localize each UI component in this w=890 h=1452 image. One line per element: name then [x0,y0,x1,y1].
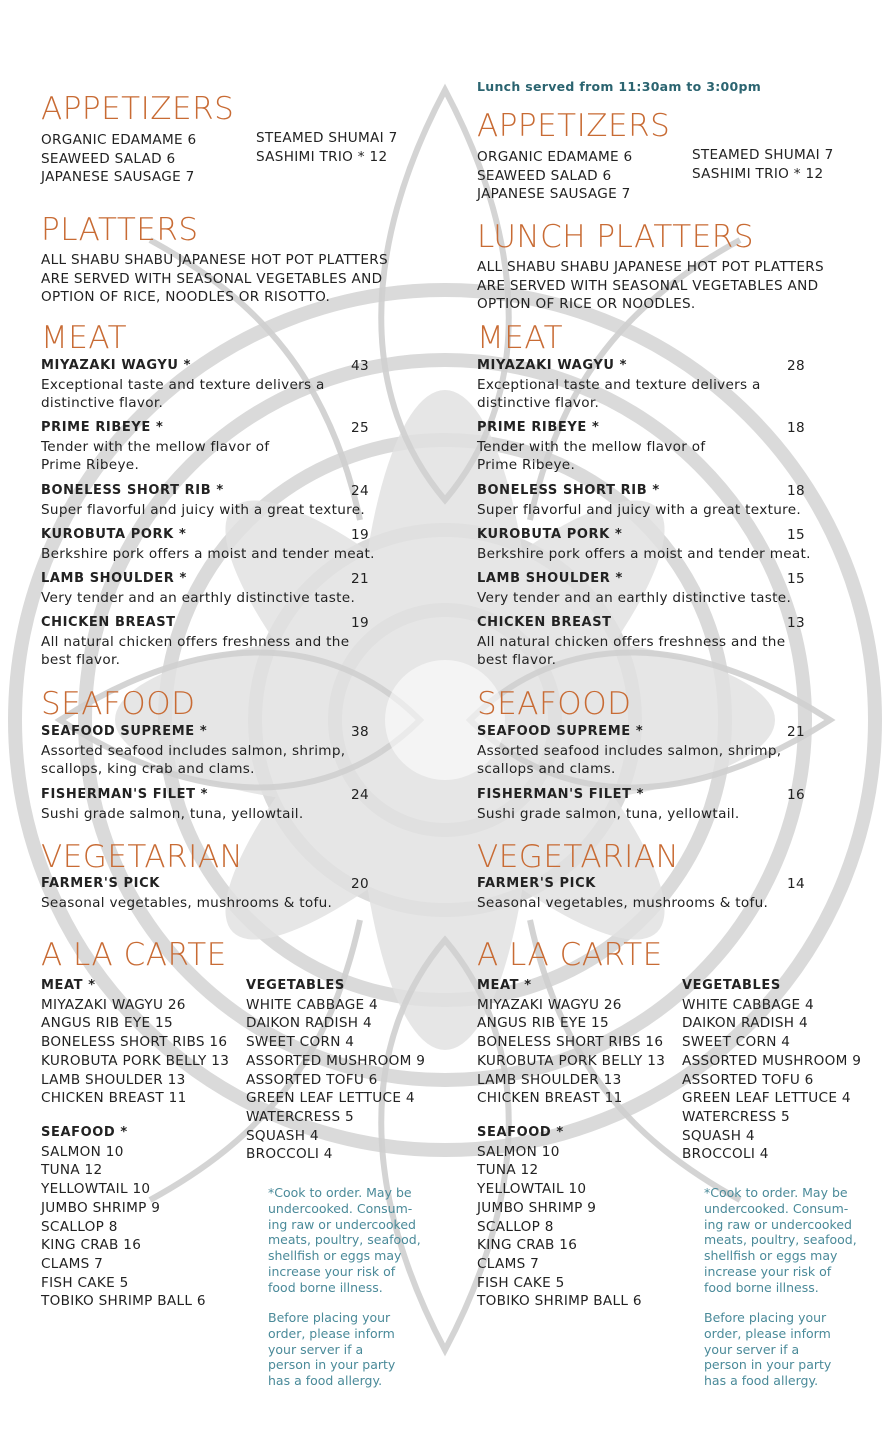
alacarte-item: KUROBUTA PORK BELLY 13 [41,1052,230,1069]
item-price: 43 [351,358,369,374]
alacarte-item: SQUASH 4 [246,1127,319,1144]
alacarte-item: CHICKEN BREAST 11 [477,1090,623,1107]
meat-items [41,357,441,674]
item-desc: Assorted seafood includes salmon, shrimp, [477,742,782,759]
item-name: CHICKEN BREAST [477,615,612,630]
item-name: FARMER'S PICK [41,876,160,891]
seafood-items [477,723,877,830]
item-desc: Super flavorful and juicy with a great texture. [41,501,365,518]
lunch-hours: Lunch served from 11:30am to 3:00pm [477,79,762,94]
alacarte-item: CLAMS 7 [41,1255,104,1272]
appetizers-list-2 [692,146,834,183]
alacarte-item: BROCCOLI 4 [246,1146,333,1163]
menu-item [477,526,877,570]
appetizer-item: SASHIMI TRIO * 12 [256,148,388,165]
menu-item [41,786,441,830]
item-price: 21 [351,571,369,587]
alacarte-item: ANGUS RIB EYE 15 [41,1015,173,1032]
note-line: ing raw or undercooked [704,1216,852,1232]
note-line: food borne illness. [704,1279,819,1295]
alacarte-item: BONELESS SHORT RIBS 16 [41,1034,228,1051]
note-line: Before placing your [704,1310,827,1325]
item-price: 18 [787,483,805,499]
menu-item [477,570,877,614]
alacarte-item: LAMB SHOULDER 13 [41,1071,186,1088]
note-line: Before placing your [268,1310,391,1325]
note-line: increase your risk of [704,1263,832,1279]
menu-item [41,723,441,786]
appetizer-item: ORGANIC EDAMAME 6 [41,132,197,148]
item-name: BONELESS SHORT RIB * [41,483,224,498]
allergy-note [268,1310,395,1389]
appetizers-list [477,148,633,204]
note-line: *Cook to order. May be [268,1185,412,1200]
appetizer-item: ORGANIC EDAMAME 6 [477,149,633,165]
note-line: increase your risk of [268,1263,396,1279]
alacarte-item: LAMB SHOULDER 13 [477,1071,622,1088]
alacarte-title: A LA CARTE [41,937,227,973]
vegetarian-items [477,875,877,919]
item-desc: best flavor. [477,652,557,669]
item-desc: Seasonal vegetables, mushrooms & tofu. [41,894,333,911]
vegetarian-title: VEGETARIAN [477,839,680,875]
note-line: order, please inform [704,1325,831,1341]
alacarte-item: JUMBO SHRIMP 9 [477,1199,597,1216]
item-desc: Exceptional taste and texture delivers a [477,376,761,393]
note-line: shellfish or eggs may [268,1248,402,1264]
item-price: 28 [787,358,805,374]
alacarte-vegetables [246,977,425,1164]
menu-item [477,723,877,786]
note-line: food borne illness. [268,1279,383,1295]
note-line: person in your party [268,1357,396,1373]
menu-item [477,786,877,830]
platters-desc-line: ALL SHABU SHABU JAPANESE HOT POT PLATTERS [41,252,388,268]
item-desc: Very tender and an earthly distinctive taste. [477,589,792,606]
item-desc: Super flavorful and juicy with a great texture. [477,501,801,518]
note-line: person in your party [704,1357,832,1373]
alacarte-item: MIYAZAKI WAGYU 26 [477,996,622,1013]
meat-items [477,357,877,674]
alacarte-item: ASSORTED TOFU 6 [682,1071,814,1088]
alacarte-veg-heading: VEGETABLES [246,978,345,993]
meat-title: MEAT [477,320,564,356]
item-price: 21 [787,724,805,740]
item-name: MIYAZAKI WAGYU * [477,358,628,373]
alacarte-item: WATERCRESS 5 [682,1108,790,1125]
meat-title: MEAT [41,320,128,356]
item-price: 19 [351,615,369,631]
item-desc: All natural chicken offers freshness and the [477,633,786,650]
alacarte-item: MIYAZAKI WAGYU 26 [41,996,186,1013]
lunch-menu [477,0,890,1452]
platters-title: LUNCH PLATTERS [477,219,755,255]
alacarte-item: DAIKON RADISH 4 [246,1015,372,1032]
alacarte-item: KUROBUTA PORK BELLY 13 [477,1052,666,1069]
item-desc: Very tender and an earthly distinctive taste. [41,589,356,606]
item-desc: Sushi grade salmon, tuna, yellowtail. [477,805,740,822]
note-line: undercooked. Consum- [268,1200,413,1216]
alacarte-meat [41,977,229,1108]
alacarte-item: ANGUS RIB EYE 15 [477,1015,609,1032]
alacarte-item: JUMBO SHRIMP 9 [41,1199,161,1216]
item-desc: Prime Ribeye. [477,457,576,474]
alacarte-item: SQUASH 4 [682,1127,755,1144]
menu-item [477,419,877,482]
item-desc: Berkshire pork offers a moist and tender meat. [41,545,375,562]
alacarte-item: SCALLOP 8 [41,1218,118,1235]
appetizer-item: STEAMED SHUMAI 7 [692,147,834,163]
item-price: 24 [351,483,369,499]
appetizers-title: APPETIZERS [477,108,671,144]
note-line: meats, poultry, seafood, [704,1232,857,1248]
platters-description [477,258,824,314]
note-line: meats, poultry, seafood, [268,1232,421,1248]
note-line: shellfish or eggs may [704,1248,838,1264]
alacarte-veg-heading: VEGETABLES [682,978,781,993]
alacarte-item: KING CRAB 16 [41,1237,142,1254]
allergy-note [704,1310,831,1389]
seafood-title: SEAFOOD [41,686,196,722]
note-line: undercooked. Consum- [704,1200,849,1216]
alacarte-meat [477,977,665,1108]
note-line: *Cook to order. May be [704,1185,848,1200]
platters-description [41,251,388,307]
alacarte-item: GREEN LEAF LETTUCE 4 [682,1090,851,1107]
item-name: BONELESS SHORT RIB * [477,483,660,498]
item-desc: Berkshire pork offers a moist and tender meat. [477,545,811,562]
menu-item [41,570,441,614]
item-desc: Prime Ribeye. [41,457,140,474]
item-desc: Tender with the mellow flavor of [41,438,270,455]
item-name: FARMER'S PICK [477,876,596,891]
item-desc: Seasonal vegetables, mushrooms & tofu. [477,894,769,911]
item-price: 15 [787,527,805,543]
alacarte-item: TOBIKO SHRIMP BALL 6 [41,1293,206,1310]
dinner-menu [41,0,461,1452]
alacarte-item: SWEET CORN 4 [682,1034,791,1051]
item-name: SEAFOOD SUPREME * [477,724,644,739]
platters-desc-line: ALL SHABU SHABU JAPANESE HOT POT PLATTERS [477,259,824,275]
note-line: your server if a [268,1341,364,1357]
alacarte-item: SALMON 10 [477,1143,560,1160]
appetizer-item: SASHIMI TRIO * 12 [692,165,824,182]
menu-item [477,875,877,919]
item-price: 16 [787,787,805,803]
item-desc: scallops, king crab and clams. [41,761,255,778]
item-price: 25 [351,420,369,436]
item-name: LAMB SHOULDER * [41,571,187,586]
alacarte-title: A LA CARTE [477,937,663,973]
item-name: CHICKEN BREAST [41,615,176,630]
alacarte-item: SALMON 10 [41,1143,124,1160]
alacarte-item: DAIKON RADISH 4 [682,1015,808,1032]
vegetarian-title: VEGETARIAN [41,839,244,875]
alacarte-seafood-heading: SEAFOOD * [41,1125,128,1140]
item-price: 13 [787,615,805,631]
platters-title: PLATTERS [41,212,199,248]
platters-desc-line: ARE SERVED WITH SEASONAL VEGETABLES AND [41,270,383,287]
appetizers-list [41,131,197,187]
alacarte-item: WHITE CABBAGE 4 [246,996,378,1013]
item-desc: scallops and clams. [477,761,616,778]
item-name: PRIME RIBEYE * [41,420,164,435]
appetizers-title: APPETIZERS [41,91,235,127]
menu-item [41,357,441,419]
cook-to-order-note [268,1185,421,1296]
appetizer-item: SEAWEED SALAD 6 [41,150,176,167]
item-desc: Exceptional taste and texture delivers a [41,376,325,393]
item-price: 38 [351,724,369,740]
alacarte-item: BONELESS SHORT RIBS 16 [477,1034,664,1051]
alacarte-item: FISH CAKE 5 [477,1274,565,1291]
alacarte-item: CHICKEN BREAST 11 [41,1090,187,1107]
item-desc: distinctive flavor. [477,395,600,412]
menu-item [41,614,441,674]
alacarte-item: YELLOWTAIL 10 [477,1181,587,1198]
menu-item [41,526,441,570]
alacarte-item: SCALLOP 8 [477,1218,554,1235]
item-desc: distinctive flavor. [41,395,164,412]
alacarte-seafood-heading: SEAFOOD * [477,1125,564,1140]
alacarte-item: ASSORTED TOFU 6 [246,1071,378,1088]
alacarte-item: SWEET CORN 4 [246,1034,355,1051]
item-desc: All natural chicken offers freshness and the [41,633,350,650]
alacarte-item: KING CRAB 16 [477,1237,578,1254]
note-line: ing raw or undercooked [268,1216,416,1232]
note-line: your server if a [704,1341,800,1357]
item-price: 20 [351,876,369,892]
alacarte-item: FISH CAKE 5 [41,1274,129,1291]
platters-desc-line: OPTION OF RICE, NOODLES OR RISOTTO. [41,289,331,306]
menu-item [477,357,877,419]
item-desc: Sushi grade salmon, tuna, yellowtail. [41,805,304,822]
alacarte-item: ASSORTED MUSHROOM 9 [246,1052,426,1069]
appetizer-item: STEAMED SHUMAI 7 [256,130,398,146]
item-desc: Tender with the mellow flavor of [477,438,706,455]
platters-desc-line: OPTION OF RICE OR NOODLES. [477,296,696,313]
item-name: KUROBUTA PORK * [477,527,623,542]
platters-desc-line: ARE SERVED WITH SEASONAL VEGETABLES AND [477,277,819,294]
alacarte-seafood [41,1124,206,1311]
alacarte-item: YELLOWTAIL 10 [41,1181,151,1198]
menu-item [41,482,441,526]
item-price: 15 [787,571,805,587]
alacarte-item: TUNA 12 [41,1162,103,1179]
menu-item [41,875,441,919]
vegetarian-items [41,875,441,919]
item-price: 14 [787,876,805,892]
appetizer-item: SEAWEED SALAD 6 [477,167,612,184]
cook-to-order-note [704,1185,857,1296]
seafood-items [41,723,441,830]
alacarte-item: BROCCOLI 4 [682,1146,769,1163]
item-price: 18 [787,420,805,436]
alacarte-item: WHITE CABBAGE 4 [682,996,814,1013]
alacarte-item: ASSORTED MUSHROOM 9 [682,1052,862,1069]
item-name: FISHERMAN'S FILET * [41,787,209,802]
item-name: LAMB SHOULDER * [477,571,623,586]
item-price: 19 [351,527,369,543]
note-line: has a food allergy. [704,1373,819,1389]
alacarte-meat-heading: MEAT * [41,978,96,993]
item-name: SEAFOOD SUPREME * [41,724,208,739]
appetizers-list-2 [256,129,398,166]
item-desc: Assorted seafood includes salmon, shrimp, [41,742,346,759]
alacarte-item: GREEN LEAF LETTUCE 4 [246,1090,415,1107]
alacarte-item: WATERCRESS 5 [246,1108,354,1125]
seafood-title: SEAFOOD [477,686,632,722]
item-name: FISHERMAN'S FILET * [477,787,645,802]
alacarte-vegetables [682,977,861,1164]
item-name: PRIME RIBEYE * [477,420,600,435]
menu-item [41,419,441,482]
alacarte-meat-heading: MEAT * [477,978,532,993]
item-name: KUROBUTA PORK * [41,527,187,542]
alacarte-seafood [477,1124,642,1311]
menu-item [477,614,877,674]
menu-item [477,482,877,526]
appetizer-item: JAPANESE SAUSAGE 7 [41,169,195,186]
item-name: MIYAZAKI WAGYU * [41,358,192,373]
alacarte-item: CLAMS 7 [477,1255,540,1272]
note-line: order, please inform [268,1325,395,1341]
alacarte-item: TOBIKO SHRIMP BALL 6 [477,1293,642,1310]
item-desc: best flavor. [41,652,121,669]
item-price: 24 [351,787,369,803]
note-line: has a food allergy. [268,1373,383,1389]
alacarte-item: TUNA 12 [477,1162,539,1179]
appetizer-item: JAPANESE SAUSAGE 7 [477,186,631,203]
